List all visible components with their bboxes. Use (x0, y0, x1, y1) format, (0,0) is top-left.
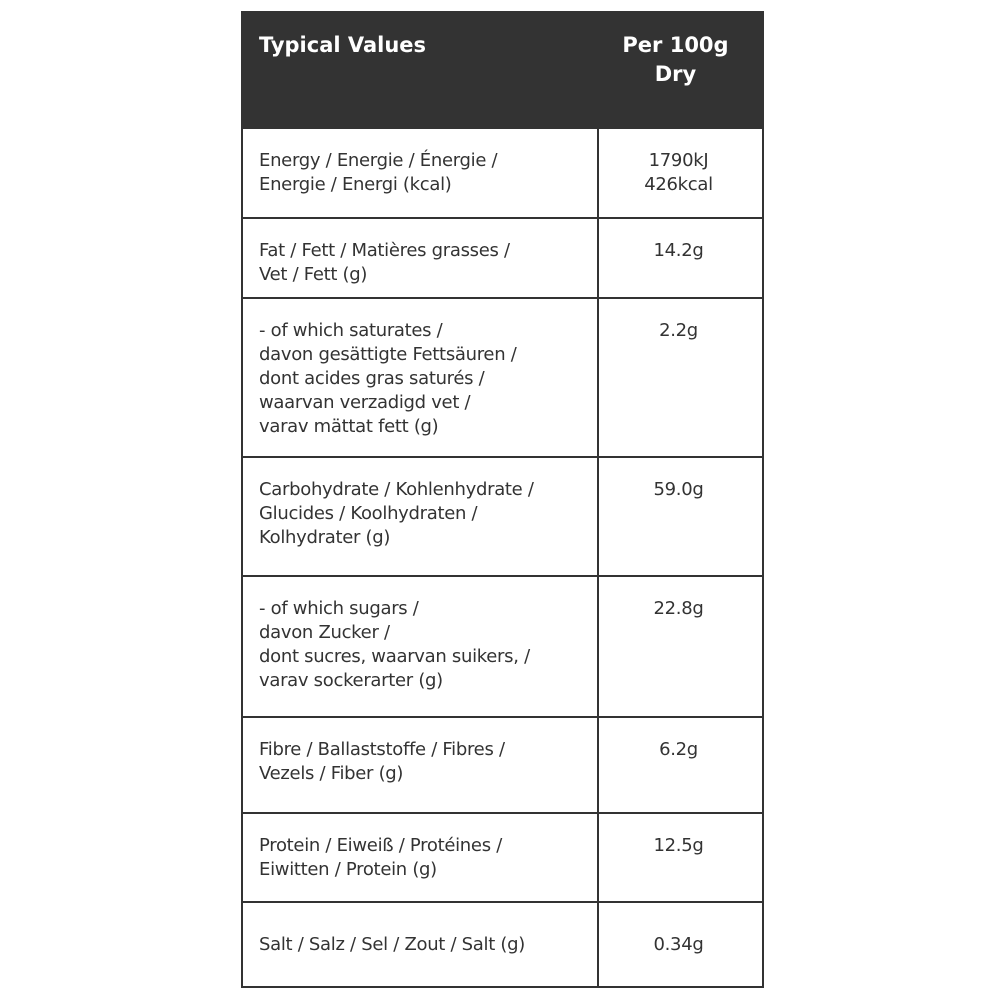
table-row-fibre (243, 716, 762, 812)
row-value: 1790kJ 426kcal (644, 150, 713, 195)
row-value: 22.8g (653, 598, 704, 619)
table-row-fat (243, 217, 762, 297)
table-header (243, 13, 762, 127)
header-label: Typical Values (259, 33, 427, 57)
nutrition-table (241, 11, 764, 988)
row-value: 6.2g (659, 739, 698, 760)
row-label: Protein / Eiweiß / Protéines / Eiwitten / Protein (g) (243, 814, 599, 901)
row-value: 0.34g (653, 934, 704, 955)
row-label: Salt / Salz / Sel / Zout / Salt (g) (243, 903, 599, 986)
row-label: - of which sugars / davon Zucker / dont sucres, waarvan suikers, / varav sockerarter (g) (243, 577, 599, 716)
header-value: Per 100g Dry (622, 33, 729, 86)
row-label: Fat / Fett / Matières grasses / Vet / Fett (g) (243, 219, 599, 297)
row-label: - of which saturates / davon gesättigte Fettsäuren / dont acides gras saturés / waarvan verzadigd vet / varav mättat fett (g) (243, 299, 599, 456)
row-label: Energy / Energie / Énergie / Energie / Energi (kcal) (243, 129, 599, 217)
row-label: Carbohydrate / Kohlenhydrate / Glucides / Koolhydraten / Kolhydrater (g) (243, 458, 599, 575)
table-row-sugars (243, 575, 762, 716)
table-row-salt (243, 901, 762, 986)
row-value: 59.0g (653, 479, 704, 500)
row-value: 2.2g (659, 320, 698, 341)
table-row-saturates (243, 297, 762, 456)
table-row-carbohydrate (243, 456, 762, 575)
row-label: Fibre / Ballaststoffe / Fibres / Vezels / Fiber (g) (243, 718, 599, 812)
row-value: 12.5g (653, 835, 704, 856)
table-row-energy (243, 127, 762, 217)
row-value: 14.2g (653, 240, 704, 261)
table-row-protein (243, 812, 762, 901)
